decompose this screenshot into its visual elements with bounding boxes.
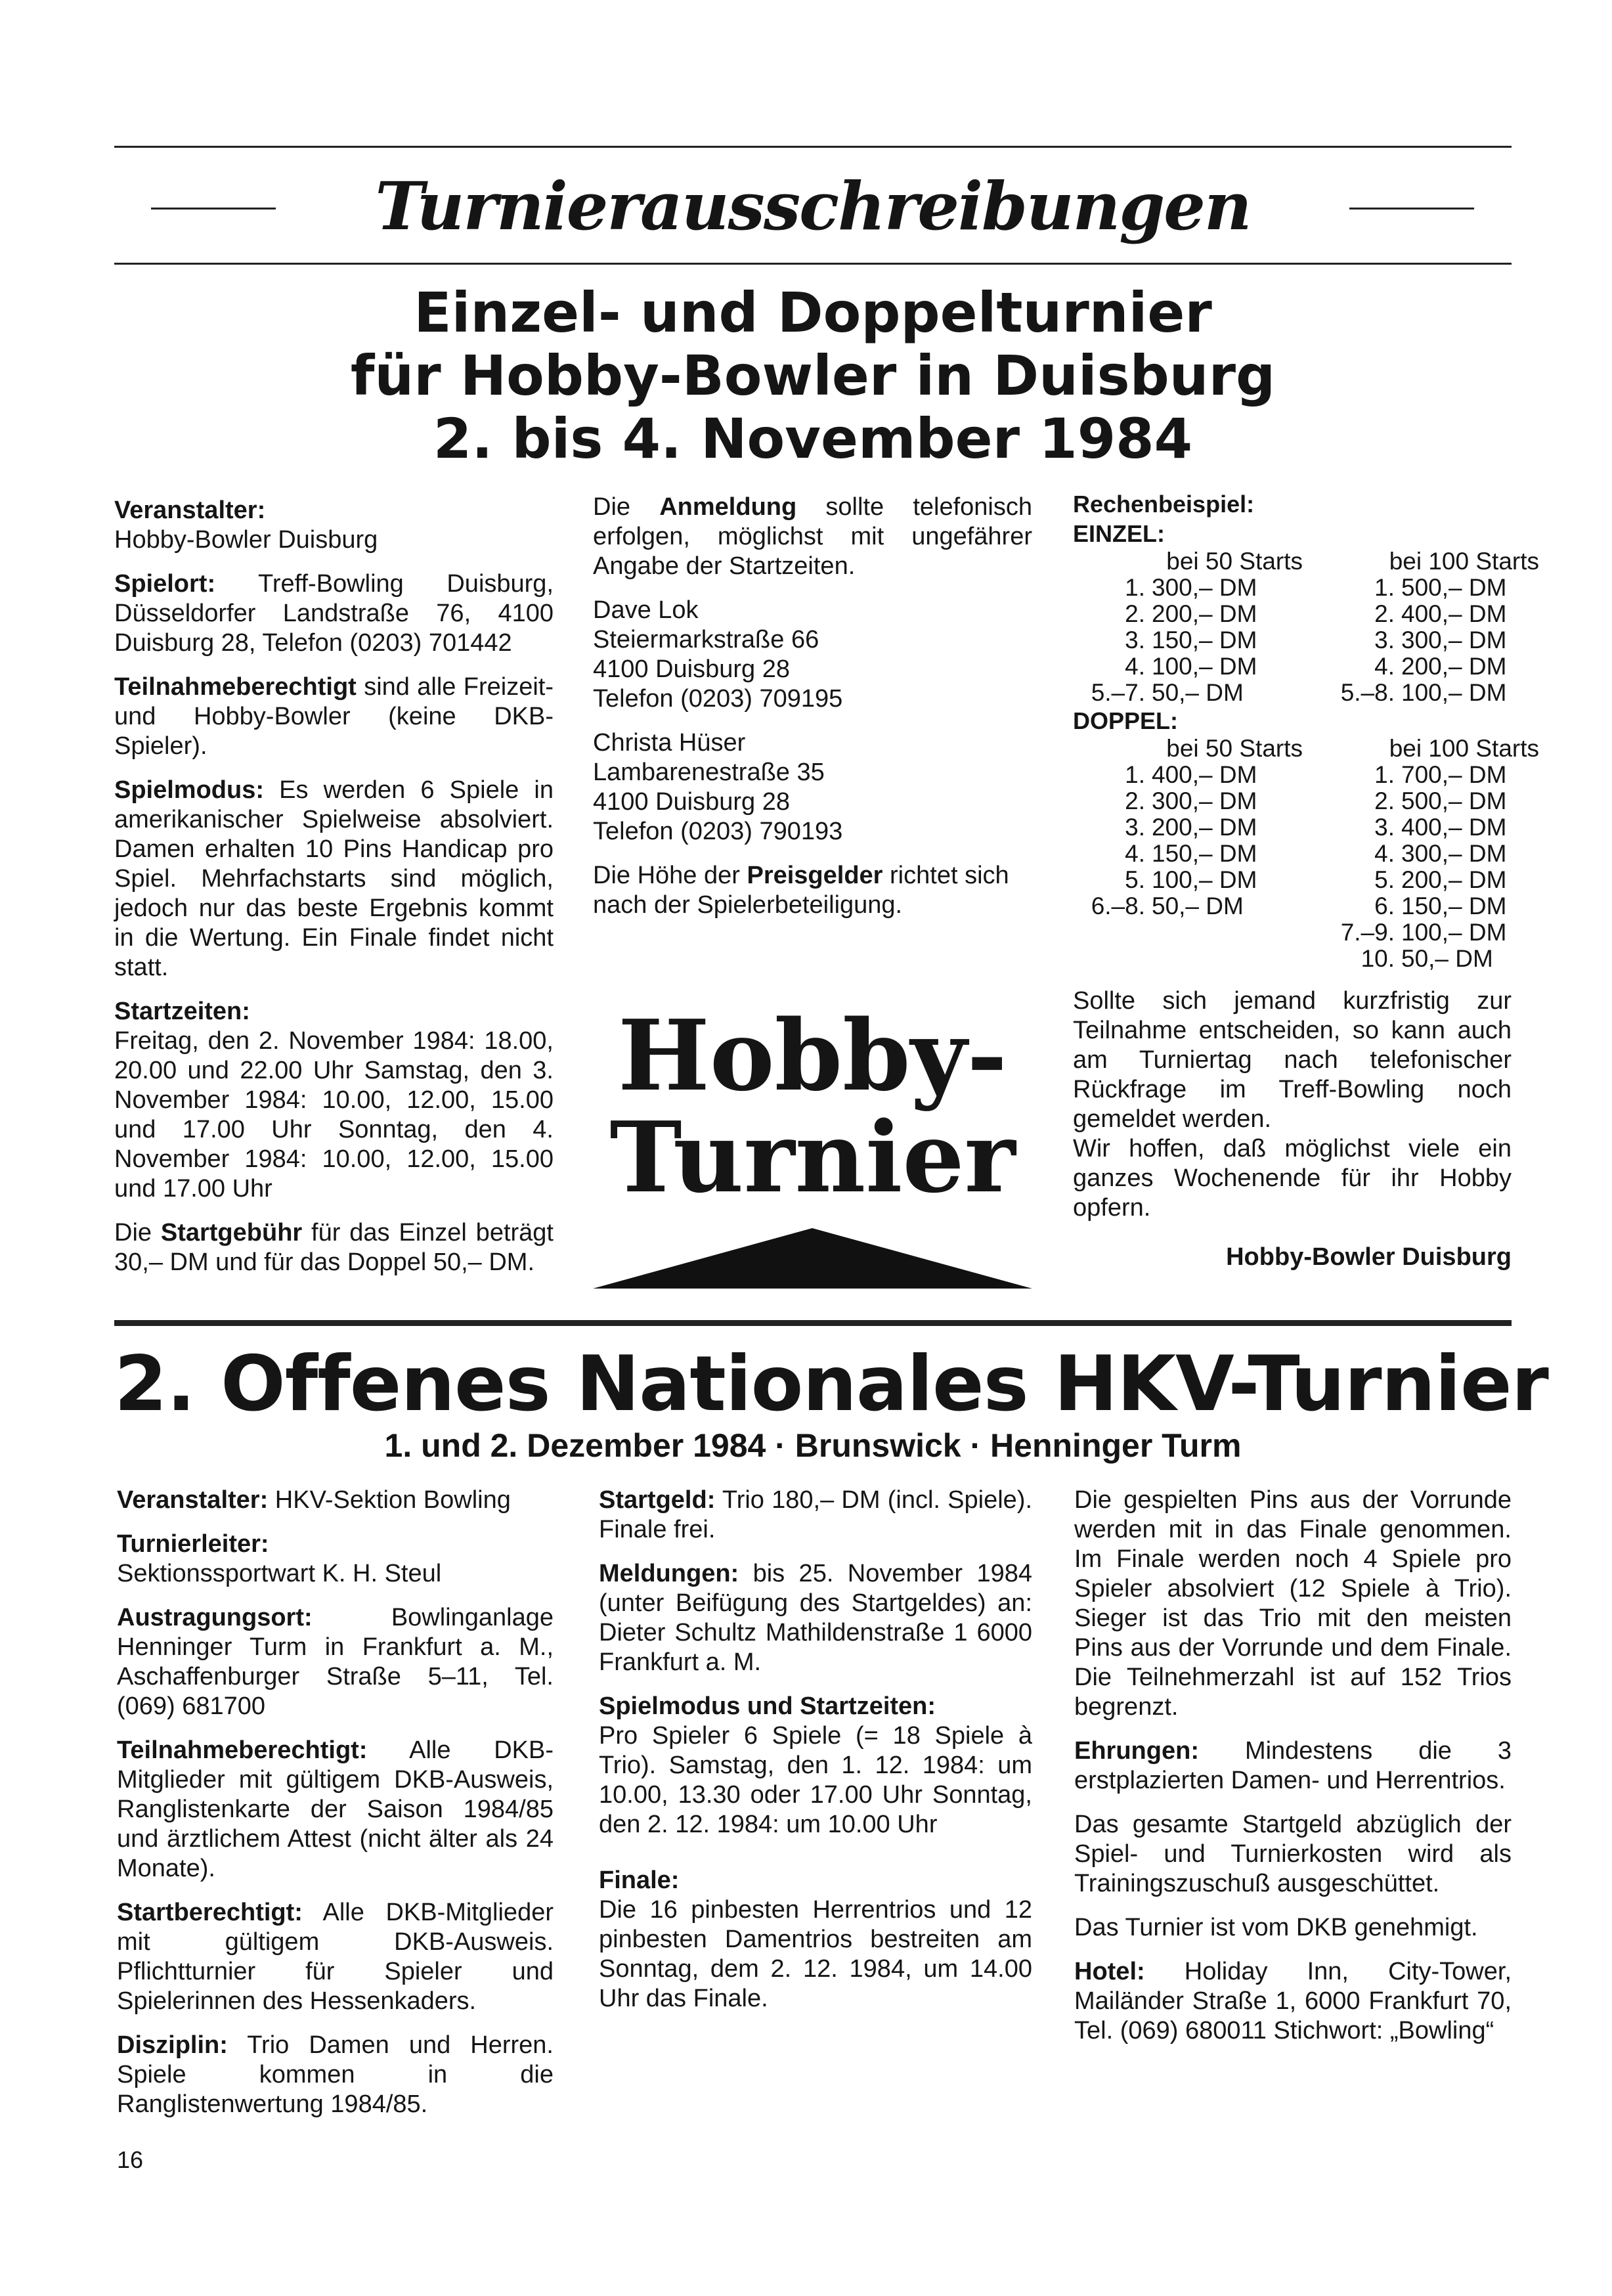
paragraph (114, 569, 554, 658)
paragraph-text: Das Turnier ist vom DKB genehmigt. (1074, 1914, 1478, 1941)
paragraph (1074, 1736, 1512, 1796)
table-cell: 2. (1125, 787, 1145, 814)
paragraph (114, 496, 554, 555)
table-cell: 4. (1374, 653, 1395, 680)
table-cell: 2. (1374, 787, 1395, 814)
paragraph-text: Die 16 pinbesten Herrentrios und 12 pinbesten Damentrios bestreiten am Sonntag, dem 2. 12. 1984, um 14.00 Uhr das Finale. (599, 1896, 1032, 2012)
section-kicker: Turnierausschreibungen (375, 167, 1251, 245)
contact-1: Dave Lok Steiermarkstraße 66 4100 Duisburg 28 Telefon (0203) 709195 (593, 596, 843, 713)
article2-column-1 (117, 1486, 554, 2134)
doppel-label: DOPPEL: (1073, 707, 1179, 734)
startgebuehr-paragraph: Die Startgebühr für das Einzel beträgt 30,– DM und für das Doppel 50,– DM. (114, 1219, 554, 1276)
paragraph (1074, 1486, 1512, 1722)
paragraph (1074, 1957, 1512, 2046)
article1-title (114, 281, 1512, 470)
paragraph-label: Teilnahmeberechtigt: (117, 1736, 368, 1764)
closing-paragraph: Sollte sich jemand kurzfristig zur Teilnahme entscheiden, so kann auch am Turniertag nach telefonischer Rückfrage im Treff-Bowling noch gemeldet werden. (1073, 987, 1512, 1133)
paragraph-text: Die gespielten Pins aus der Vorrunde werden mit in das Finale genommen. Im Finale werden noch 4 Spiele pro Spieler absolviert (12 Spiele à Trio). Sieger ist das Trio mit den meisten Pins aus der Vorrunde und dem Finale. Die Teilnehmerzahl ist auf 152 Trios begrenzt. (1074, 1486, 1512, 1721)
table-cell: 5.–8. (1340, 679, 1395, 706)
paragraph (599, 1692, 1032, 1840)
table-cell: 300,– DM (1152, 574, 1257, 601)
paragraph-label: Turnierleiter: (117, 1530, 269, 1558)
table-cell: 3. (1125, 627, 1145, 653)
paragraph-label: Meldungen: (599, 1560, 739, 1587)
paragraph-label: Hotel: (1074, 1958, 1145, 1985)
paragraph-label: Spielort: (114, 570, 216, 598)
article2-column-3 (1074, 1486, 1512, 2060)
hobby-turnier-graphic (593, 998, 1032, 1214)
paragraph-text: Treff-Bowling Duisburg, Düsseldorfer Landstraße 76, 4100 Duisburg 28, Telefon (0203) 701442 (114, 570, 554, 657)
table-cell: 400,– DM (1401, 600, 1507, 627)
table-cell: 3. (1374, 814, 1395, 841)
paragraph-label: Startgeld: (599, 1486, 716, 1514)
table-cell: 5. (1374, 866, 1395, 893)
title-line: für Hobby-Bowler in Duisburg (350, 343, 1276, 408)
table-cell: 100,– DM (1401, 679, 1507, 706)
einzel-label: EINZEL: (1073, 520, 1165, 547)
paragraph (114, 776, 554, 982)
table-cell: 4. (1125, 653, 1145, 680)
paragraph-text: Holiday Inn, City-Tower, Mailänder Straße 1, 6000 Frankfurt 70, Tel. (069) 680011 Stichwort: „Bowling“ (1074, 1958, 1512, 2044)
table-cell: 1. (1374, 574, 1395, 601)
paragraph-text: Mindestens die 3 erstplazierten Damen- und Herrentrios. (1074, 1737, 1512, 1794)
table-cell: 3. (1374, 627, 1395, 653)
table-cell: 400,– DM (1401, 814, 1507, 841)
table-cell: bei 50 Starts (1166, 548, 1303, 575)
empty-cell (1073, 946, 1152, 972)
triangle-graphic (593, 1228, 1032, 1289)
table-cell: bei 100 Starts (1389, 548, 1539, 575)
table-cell: 50,– DM (1401, 945, 1493, 972)
preisgelder-paragraph: Die Höhe der Preisgelder richtet sich nach der Spielerbeteiligung. (593, 862, 1009, 919)
table-cell: 50,– DM (1152, 893, 1244, 919)
paragraph-text: Alle DKB-Mitglieder mit gültigem DKB-Ausweis, Ranglistenkarte der Saison 1984/85 und ärztlichem Attest (nicht älter als 24 Monate). (117, 1736, 554, 1882)
paragraph-label: Finale: (599, 1866, 680, 1894)
paragraph-label: Spielmodus und Startzeiten: (599, 1692, 936, 1720)
article1-column-2 (593, 493, 1032, 935)
table-cell: 300,– DM (1401, 840, 1507, 867)
paragraph (117, 1898, 554, 2016)
table-cell: 300,– DM (1152, 787, 1257, 814)
table-cell: 4. (1125, 840, 1145, 867)
empty-cell (1073, 919, 1152, 946)
paragraph-label: Veranstalter: (114, 497, 266, 524)
kicker-rule (114, 263, 1512, 265)
table-cell: 100,– DM (1401, 919, 1507, 946)
paragraph-text: HKV-Sektion Bowling (274, 1486, 511, 1514)
table-cell: 500,– DM (1401, 574, 1507, 601)
table-cell: bei 100 Starts (1389, 735, 1539, 762)
table-cell: 5. (1125, 866, 1145, 893)
table-cell: 1. (1125, 761, 1145, 788)
paragraph (117, 1603, 554, 1721)
table-cell: 200,– DM (1152, 600, 1257, 627)
paragraph-text: Hobby-Bowler Duisburg (114, 526, 378, 554)
article1-column-1 (114, 496, 554, 1292)
paragraph-text: Freitag, den 2. November 1984: 18.00, 20.00 und 22.00 Uhr Samstag, den 3. November 1984: 10.00, 12.00, 15.00 und 17.00 Uhr Sonntag, den 4. November 1984: 10.00, 12.00, 15.00 und 17.00 Uhr (114, 1027, 554, 1203)
table-cell: 2. (1125, 600, 1145, 627)
table-cell: 700,– DM (1401, 761, 1507, 788)
paragraph (1074, 1810, 1512, 1899)
paragraph-text: Pro Spieler 6 Spiele (= 18 Spiele à Trio). Samstag, den 1. 12. 1984: um 10.00, 13.30 oder 17.00 Uhr Sonntag, den 2. 12. 1984: um 10.00 Uhr (599, 1722, 1032, 1838)
empty-cell (1152, 946, 1316, 972)
paragraph-label: Veranstalter: (117, 1486, 269, 1514)
paragraph-text: Trio 180,– DM (incl. Spiele). Finale frei. (599, 1486, 1033, 1543)
paragraph-text: bis 25. November 1984 (unter Beifügung des Startgeldes) an: Dieter Schultz Mathildenstraße 1 6000 Frankfurt a. M. (599, 1560, 1032, 1676)
title-line: Einzel- und Doppelturnier (414, 280, 1212, 345)
table-cell: 150,– DM (1401, 893, 1507, 919)
article2-title: 2. Offenes Nationales HKV-Turnier (114, 1340, 1548, 1428)
title-line: 2. bis 4. November 1984 (433, 407, 1193, 471)
table-cell: bei 50 Starts (1166, 735, 1303, 762)
table-cell: 50,– DM (1152, 679, 1244, 706)
graphic-line: Hobby- (618, 998, 1007, 1113)
table-cell: 1. (1374, 761, 1395, 788)
paragraph (117, 1486, 554, 1515)
paragraph (1074, 1913, 1512, 1943)
paragraph-label: Spielmodus: (114, 776, 265, 804)
article2-column-2 (599, 1486, 1032, 2028)
paragraph (117, 1530, 554, 1589)
paragraph-text: Bowlinganlage Henninger Turm in Frankfurt a. M., Aschaffenburger Straße 5–11, Tel. (069) 681700 (117, 1604, 554, 1720)
paragraph-label: Austragungsort: (117, 1604, 313, 1631)
closing-paragraph: Wir hoffen, daß möglichst viele ein ganzes Wochenende für ihr Hobby opfern. (1073, 1135, 1512, 1222)
table-cell: 10. (1361, 945, 1395, 972)
paragraph-label: Disziplin: (117, 2031, 228, 2059)
rechenbeispiel-label: Rechenbeispiel: (1073, 491, 1255, 518)
table-cell: 200,– DM (1401, 653, 1507, 680)
paragraph-label: Startzeiten: (114, 998, 250, 1025)
table-cell: 150,– DM (1152, 840, 1257, 867)
paragraph-label: Ehrungen: (1074, 1737, 1199, 1765)
table-cell: 200,– DM (1152, 814, 1257, 841)
signature: Hobby-Bowler Duisburg (1226, 1243, 1512, 1271)
article1-column-3 (1073, 489, 1539, 1272)
paragraph-text: Trio Damen und Herren. Spiele kommen in die Ranglistenwertung 1984/85. (117, 2031, 554, 2118)
graphic-line: Turnier (609, 1100, 1016, 1214)
paragraph-text: Sektionssportwart K. H. Steul (117, 1560, 442, 1587)
table-cell: 7.–9. (1340, 919, 1395, 946)
table-cell: 100,– DM (1152, 866, 1257, 893)
empty-cell (1152, 919, 1316, 946)
table-cell: 400,– DM (1152, 761, 1257, 788)
paragraph (599, 1866, 1032, 2014)
paragraph (117, 1736, 554, 1884)
table-cell: 500,– DM (1401, 787, 1507, 814)
table-cell: 200,– DM (1401, 866, 1507, 893)
paragraph-label: Startberechtigt: (117, 1899, 303, 1926)
table-cell: 5.–7. (1091, 679, 1145, 706)
table-cell: 2. (1374, 600, 1395, 627)
article2-subtitle: 1. und 2. Dezember 1984 · Brunswick · Henninger Turm (384, 1427, 1242, 1464)
contact-2: Christa Hüser Lambarenestraße 35 4100 Duisburg 28 Telefon (0203) 790193 (593, 729, 843, 845)
paragraph (114, 997, 554, 1204)
section-divider (114, 1320, 1512, 1326)
paragraph-text: Es werden 6 Spiele in amerikanischer Spielweise absolviert. Damen erhalten 10 Pins Handicap pro Spiel. Mehrfachstarts sind möglich, jedoch nur das beste Ergebnis kommt in die Wertung. Ein Finale findet nicht statt. (114, 776, 554, 981)
table-cell: 6.–8. (1091, 893, 1145, 919)
top-rule (114, 146, 1512, 148)
paragraph (117, 2031, 554, 2119)
paragraph (599, 1486, 1032, 1545)
paragraph-label: Teilnahmeberechtigt (114, 673, 357, 701)
anmeldung-paragraph: Die Anmeldung sollte telefonisch erfolgen, möglichst mit ungefährer Angabe der Startzeiten. (593, 493, 1033, 580)
table-cell: 1. (1125, 574, 1145, 601)
table-cell: 300,– DM (1401, 627, 1507, 653)
table-cell: 6. (1374, 893, 1395, 919)
table-cell: 3. (1125, 814, 1145, 841)
doppel-table (1073, 735, 1539, 972)
paragraph (599, 1559, 1032, 1677)
table-cell: 4. (1374, 840, 1395, 867)
einzel-table (1073, 548, 1539, 706)
paragraph-text: Das gesamte Startgeld abzüglich der Spiel- und Turnierkosten wird als Trainingszuschuß ausgeschüttet. (1074, 1811, 1512, 1897)
table-cell: 100,– DM (1152, 653, 1257, 680)
table-cell: 150,– DM (1152, 627, 1257, 653)
paragraph (114, 673, 554, 761)
paragraph-text: Alle DKB-Mitglieder mit gültigem DKB-Ausweis. Pflichtturnier für Spieler und Spielerinnen des Hessenkaders. (117, 1899, 554, 2015)
page-number: 16 (117, 2146, 144, 2173)
paragraph-text: sind alle Freizeit- und Hobby-Bowler (keine DKB-Spieler). (114, 673, 554, 760)
